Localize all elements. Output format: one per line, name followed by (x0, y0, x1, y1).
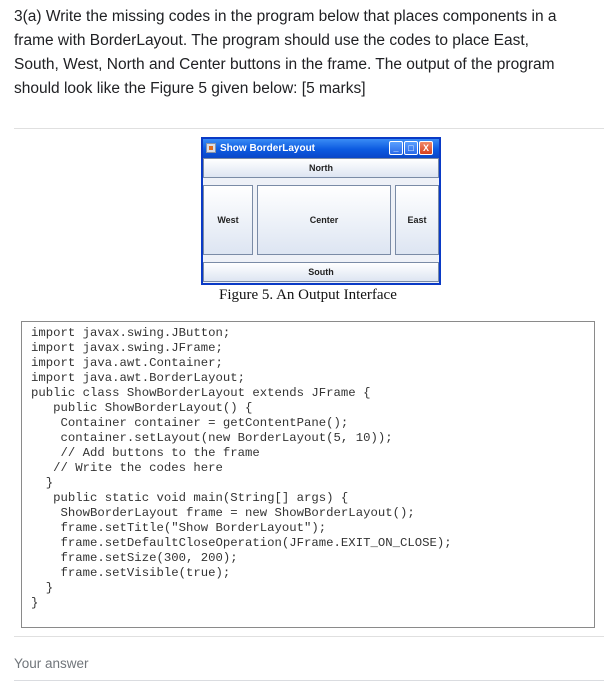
north-button: North (203, 158, 439, 178)
java-app-icon (206, 143, 216, 153)
code-line: import java.awt.BorderLayout; (31, 371, 246, 385)
window-title: Show BorderLayout (220, 143, 316, 154)
divider (14, 128, 604, 129)
south-button: South (203, 262, 439, 282)
minimize-icon: _ (389, 141, 403, 155)
code-listing (21, 321, 595, 628)
code-line: container.setLayout(new BorderLayout(5, 10)); (31, 431, 393, 445)
code-line: // Write the codes here (31, 461, 223, 475)
question-line: frame with BorderLayout. The program should use the codes to place East, (14, 32, 529, 49)
question-line: South, West, North and Center buttons in the frame. The output of the program (14, 56, 555, 73)
code-line: } (31, 581, 54, 595)
code-line: frame.setTitle("Show BorderLayout"); (31, 521, 327, 535)
east-button: East (395, 185, 439, 255)
code-line: import javax.swing.JFrame; (31, 341, 223, 355)
figure-window-image (201, 137, 441, 285)
figure-caption: Figure 5. An Output Interface (219, 287, 397, 303)
west-button: West (203, 185, 253, 255)
question-line: 3(a) Write the missing codes in the program below that places components in a (14, 8, 557, 25)
window-titlebar (203, 139, 439, 158)
answer-underline (14, 680, 604, 681)
code-line: frame.setDefaultCloseOperation(JFrame.EXIT_ON_CLOSE); (31, 536, 452, 550)
question-text (14, 5, 604, 101)
code-line: frame.setVisible(true); (31, 566, 231, 580)
answer-input[interactable]: Your answer (14, 656, 89, 671)
code-lines (31, 326, 452, 611)
code-line: import javax.swing.JButton; (31, 326, 231, 340)
code-line: } (31, 596, 39, 610)
center-button: Center (257, 185, 391, 255)
content-pane (203, 158, 439, 283)
code-line: ShowBorderLayout frame = new ShowBorderLayout(); (31, 506, 415, 520)
code-line: Container container = getContentPane(); (31, 416, 349, 430)
code-line: public static void main(String[] args) { (31, 491, 349, 505)
code-line: } (31, 476, 54, 490)
close-icon: X (419, 141, 433, 155)
code-line: public ShowBorderLayout() { (31, 401, 253, 415)
code-line: frame.setSize(300, 200); (31, 551, 238, 565)
code-line: public class ShowBorderLayout extends JFrame { (31, 386, 371, 400)
divider (14, 636, 604, 637)
question-line: should look like the Figure 5 given below: [5 marks] (14, 80, 366, 97)
maximize-icon: □ (404, 141, 418, 155)
code-line: import java.awt.Container; (31, 356, 223, 370)
code-line: // Add buttons to the frame (31, 446, 260, 460)
